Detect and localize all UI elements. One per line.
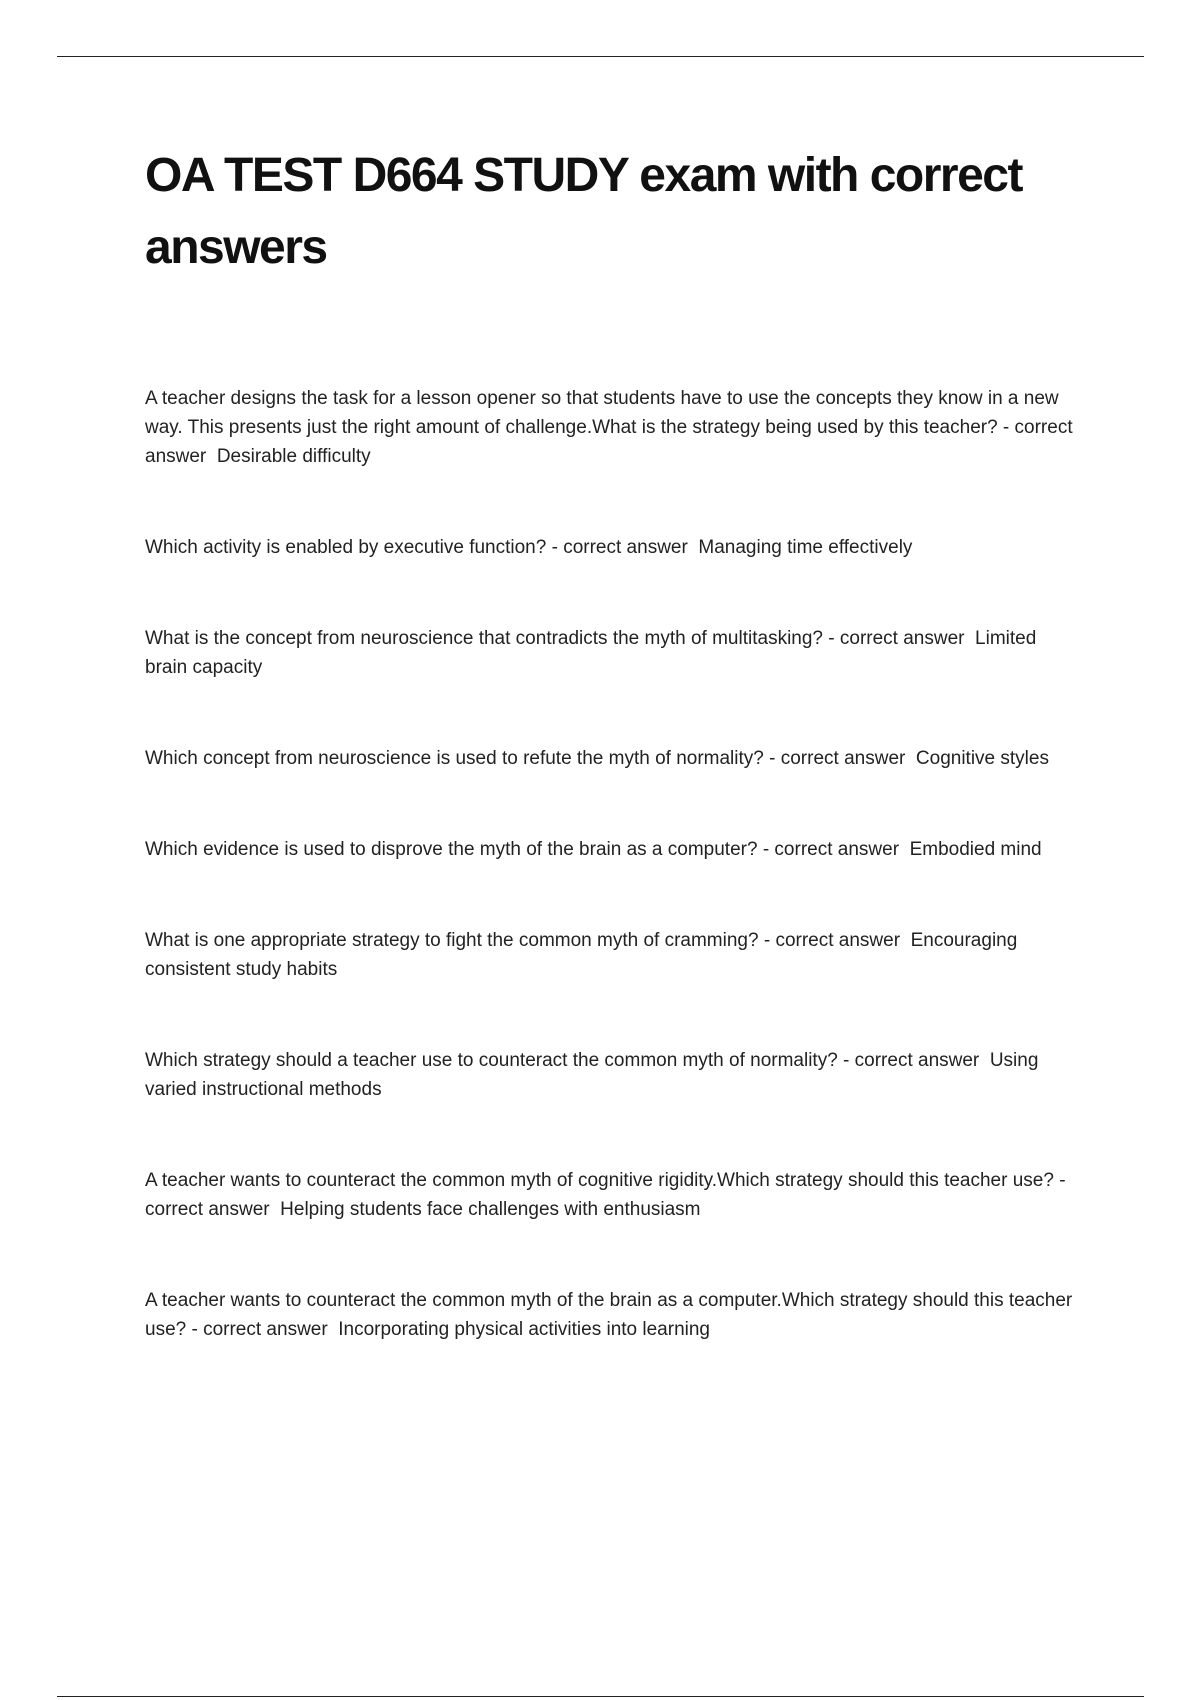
answer-separator: - correct answer <box>758 930 911 951</box>
answer-text: Encouraging consistent study habits <box>145 930 1023 980</box>
answer-text: Incorporating physical activities into learning <box>338 1319 711 1340</box>
qa-item <box>145 1166 1080 1224</box>
answer-text: Limited brain capacity <box>145 628 1042 678</box>
qa-item <box>145 835 1080 864</box>
question-text: A teacher designs the task for a lesson opener so that students have to use the concepts they know in a new way. This presents just the right amount of challenge.What is the strategy being used by this teacher? <box>145 388 1059 438</box>
qa-item <box>145 744 1080 773</box>
qa-item <box>145 926 1080 984</box>
answer-text: Embodied mind <box>909 839 1042 860</box>
top-divider <box>57 56 1144 57</box>
answer-separator: - correct answer <box>145 417 1078 467</box>
answer-text: Using varied instructional methods <box>145 1050 1044 1100</box>
answer-separator: - correct answer <box>823 628 976 649</box>
question-text: Which activity is enabled by executive function? <box>145 537 547 558</box>
answer-separator: - correct answer <box>546 537 699 558</box>
question-text: A teacher wants to counteract the common myth of cognitive rigidity.Which strategy should this teacher use? <box>145 1170 1054 1191</box>
question-text: What is the concept from neuroscience that contradicts the myth of multitasking? <box>145 628 823 649</box>
qa-list <box>145 384 1080 1406</box>
answer-text: Cognitive styles <box>915 748 1049 769</box>
answer-separator: - correct answer <box>186 1319 339 1340</box>
answer-text: Managing time effectively <box>698 537 913 558</box>
answer-separator: - correct answer <box>145 1170 1071 1220</box>
qa-item <box>145 1046 1080 1104</box>
answer-separator: - correct answer <box>763 748 916 769</box>
qa-item <box>145 1286 1080 1344</box>
bottom-divider <box>57 1696 1144 1697</box>
answer-text: Helping students face challenges with enthusiasm <box>280 1199 701 1220</box>
question-text: Which strategy should a teacher use to counteract the common myth of normality? <box>145 1050 838 1071</box>
qa-item <box>145 384 1080 471</box>
answer-separator: - correct answer <box>837 1050 990 1071</box>
question-text: Which concept from neuroscience is used to refute the myth of normality? <box>145 748 764 769</box>
qa-item <box>145 624 1080 682</box>
answer-separator: - correct answer <box>757 839 910 860</box>
qa-item <box>145 533 1080 562</box>
question-text: Which evidence is used to disprove the myth of the brain as a computer? <box>145 839 758 860</box>
question-text: What is one appropriate strategy to fight the common myth of cramming? <box>145 930 759 951</box>
page-title: OA TEST D664 STUDY exam with correct answers <box>145 149 1022 274</box>
question-text: A teacher wants to counteract the common myth of the brain as a computer.Which strategy should this teacher use? <box>145 1290 1073 1340</box>
answer-text: Desirable difficulty <box>216 446 371 467</box>
